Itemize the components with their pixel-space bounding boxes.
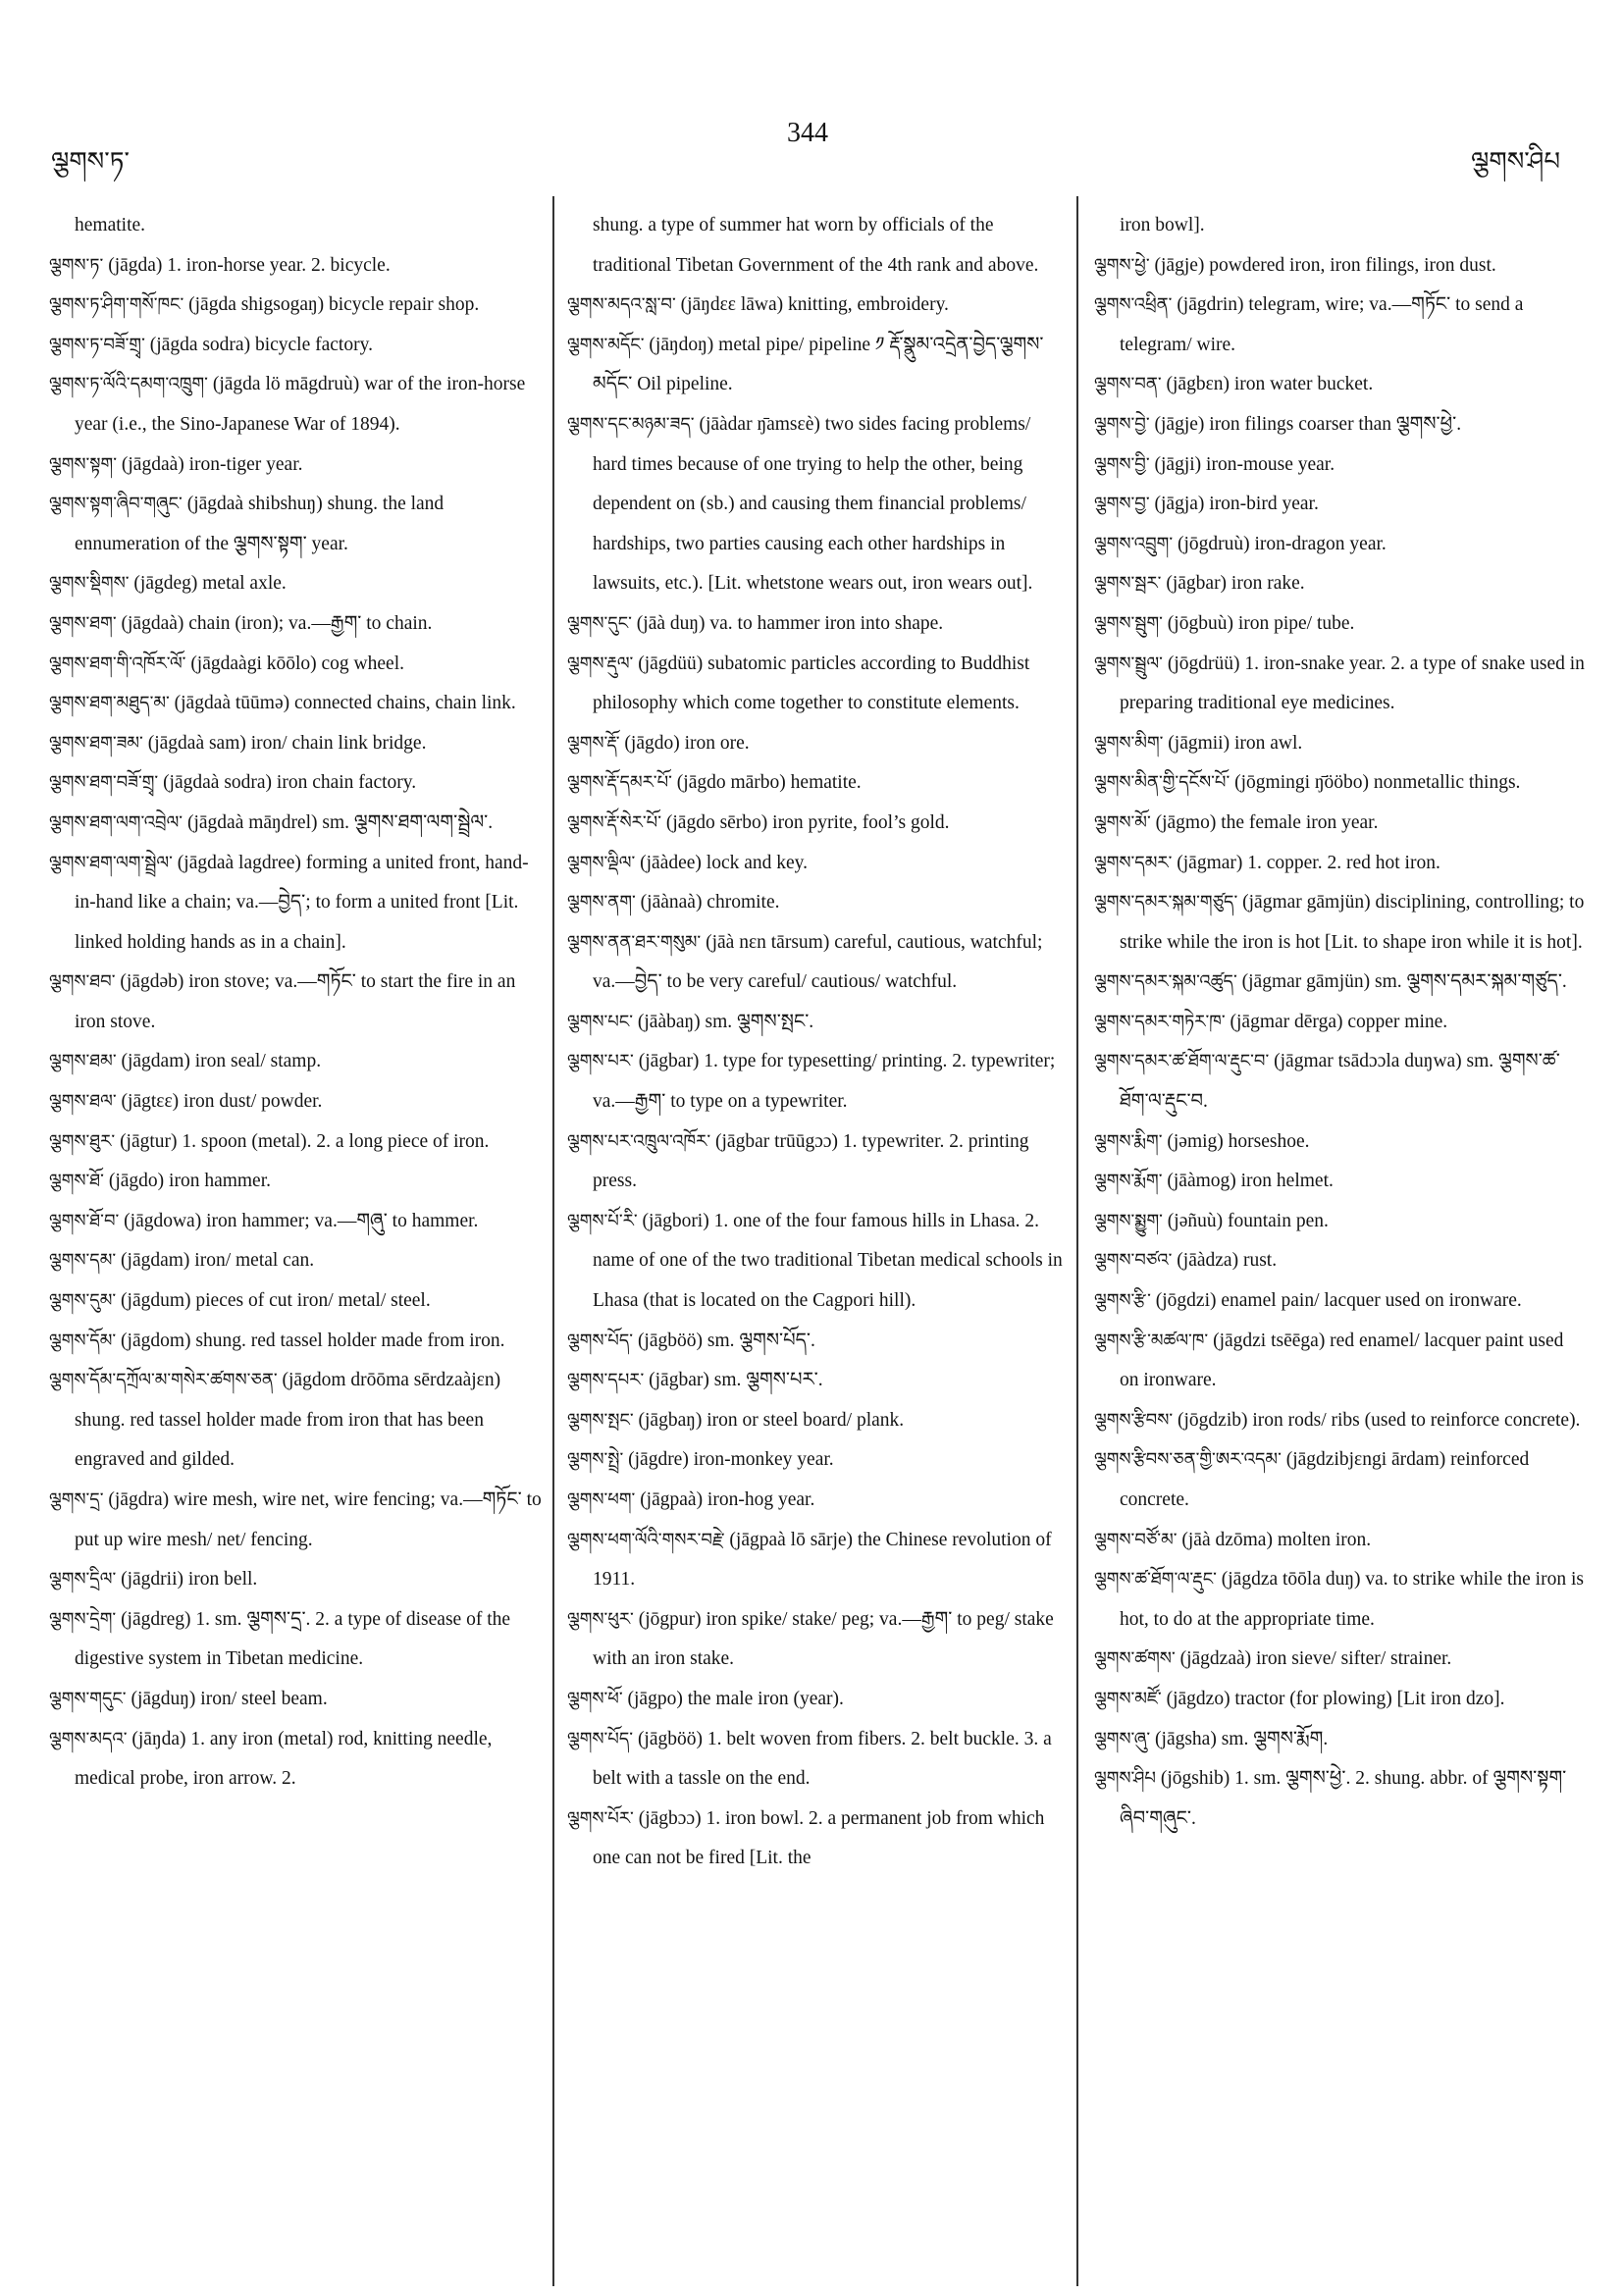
entry-definition: (jāgdreg) 1. sm. ལྕགས་དྲ་. 2. a type of disease of the digestive system in Tibetan medicine. bbox=[75, 1608, 511, 1670]
entry-definition: (jōgdrüü) 1. iron-snake year. 2. a type of snake used in preparing traditional eye medicines. bbox=[1120, 652, 1585, 714]
dictionary-entry bbox=[49, 684, 545, 724]
dictionary-entry bbox=[567, 763, 1063, 804]
dictionary-column-1 bbox=[49, 206, 545, 2276]
dictionary-entry bbox=[1094, 763, 1585, 804]
dictionary-entry bbox=[567, 1521, 1063, 1600]
entry-headword: ལྕགས་ནག་ bbox=[567, 892, 636, 913]
column-divider bbox=[1076, 196, 1078, 2286]
dictionary-entry bbox=[567, 844, 1063, 884]
dictionary-entry bbox=[1094, 963, 1585, 1003]
dictionary-entry bbox=[49, 1361, 545, 1481]
entry-definition: (jāgmar) 1. copper. 2. red hot iron. bbox=[1177, 852, 1440, 873]
entry-definition: (jāgdra) wire mesh, wire net, wire fencing; va.—གཏོང་ to put up wire mesh/ net/ fencing. bbox=[75, 1489, 542, 1550]
entry-headword: ལྕགས་མདའ་སླ་བ་ bbox=[567, 294, 676, 316]
dictionary-entry bbox=[567, 1042, 1063, 1122]
dictionary-entry bbox=[1094, 1720, 1585, 1760]
dictionary-entry bbox=[1094, 445, 1585, 486]
entry-definition: (jāgdam) iron seal/ stamp. bbox=[121, 1051, 322, 1072]
dictionary-entry bbox=[1094, 645, 1585, 724]
entry-headword: ལྕགས་དཔར་ bbox=[567, 1370, 645, 1391]
entry-headword: ལྕགས་ཐུར་ bbox=[49, 1130, 116, 1152]
dictionary-entry bbox=[567, 206, 1063, 286]
dictionary-entry bbox=[1094, 1680, 1585, 1720]
entry-definition: (jəñuù) fountain pen. bbox=[1167, 1210, 1329, 1231]
entry-headword: ལྕགས་སྟག་ཞིབ་གཞུང་ bbox=[49, 494, 183, 515]
dictionary-entry bbox=[49, 286, 545, 326]
entry-definition: (jāgbar) 1. type for typesetting/ printing. 2. typewriter; va.—རྒྱག་ to type on a typewriter. bbox=[593, 1051, 1056, 1113]
dictionary-entry bbox=[1094, 405, 1585, 445]
entry-headword: ལྕགས་དུང་ bbox=[567, 612, 632, 634]
dictionary-entry bbox=[49, 1600, 545, 1680]
dictionary-entry bbox=[1094, 804, 1585, 844]
entry-definition: (jāgdaà) iron-tiger year. bbox=[121, 453, 303, 475]
entry-definition: (jāgdaà tūūmə) connected chains, chain link. bbox=[174, 693, 516, 714]
entry-definition: (jāgmo) the female iron year. bbox=[1155, 811, 1379, 833]
entry-definition: (jāŋda) 1. any iron (metal) rod, knitting needle, medical probe, iron arrow. 2. bbox=[75, 1728, 493, 1790]
entry-headword: ལྕགས་པོད་ bbox=[567, 1330, 634, 1351]
entry-headword: ལྕགས་པོར་ bbox=[567, 1807, 634, 1829]
entry-definition: (jāgdüü) subatomic particles according to Buddhist philosophy which come together to constitute elements. bbox=[593, 652, 1030, 714]
dictionary-entry bbox=[1094, 1759, 1585, 1839]
dictionary-entry bbox=[1094, 1042, 1585, 1122]
entry-headword: ལྕགས་ཕག་ bbox=[567, 1489, 636, 1510]
entry-definition: iron bowl]. bbox=[1120, 215, 1205, 235]
entry-headword: ལྕགས་ཤིཔ bbox=[1094, 1768, 1156, 1790]
entry-definition: (jāgbaŋ) iron or steel board/ plank. bbox=[638, 1409, 905, 1431]
entry-definition: (jāà dzōma) molten iron. bbox=[1181, 1529, 1372, 1550]
entry-headword: ལྕགས་བྱེ་ bbox=[1094, 413, 1150, 435]
entry-definition: (jāgbar) iron rake. bbox=[1166, 573, 1305, 595]
dictionary-entry bbox=[567, 923, 1063, 1003]
page-number: 344 bbox=[787, 118, 828, 148]
entry-definition: (jāgdo mārbo) hematite. bbox=[676, 772, 862, 794]
entry-definition: (jōgpur) iron spike/ stake/ peg; va.—རྒྱག་ to peg/ stake with an iron stake. bbox=[593, 1608, 1054, 1670]
entry-headword: ལྕགས་དམར་སྐམ་འཚུད་ bbox=[1094, 971, 1237, 993]
entry-headword: ལྕགས་ཏ་ལོའི་དམག་འཁྲུག་ bbox=[49, 374, 208, 395]
entry-definition: (jāgbɔɔ) 1. iron bowl. 2. a permanent job from which one can not be fired [Lit. the bbox=[593, 1807, 1045, 1869]
entry-definition: (jāgböö) 1. belt woven from fibers. 2. belt buckle. 3. a belt with a tassle on the end. bbox=[593, 1728, 1052, 1790]
dictionary-entry bbox=[49, 604, 545, 645]
entry-headword: ལྕགས་བན་ bbox=[1094, 374, 1162, 395]
entry-headword: ལྕགས་རྨོག་ bbox=[1094, 1171, 1163, 1192]
entry-headword: ལྕགས་ཞུ་ bbox=[1094, 1728, 1151, 1749]
entry-headword: ལྕགས་སྤང་ bbox=[567, 1409, 634, 1431]
dictionary-entry bbox=[49, 963, 545, 1042]
dictionary-entry bbox=[567, 1401, 1063, 1441]
dictionary-entry bbox=[567, 1322, 1063, 1362]
dictionary-entry bbox=[49, 763, 545, 804]
entry-definition: (jāgtεε) iron dust/ powder. bbox=[121, 1091, 323, 1113]
entry-headword: ལྕགས་ཏ་ཤིག་གསོ་ཁང་ bbox=[49, 294, 184, 316]
entry-definition: hematite. bbox=[75, 215, 146, 235]
dictionary-entry bbox=[49, 365, 545, 444]
entry-headword: ལྕགས་ལྡིལ་ bbox=[567, 852, 636, 873]
dictionary-entry bbox=[567, 604, 1063, 645]
dictionary-entry bbox=[567, 724, 1063, 764]
dictionary-entry bbox=[49, 1042, 545, 1082]
entry-headword: ལྕགས་ཐག་ bbox=[49, 612, 117, 634]
entry-definition: (jōgdzi) enamel pain/ lacquer used on ironware. bbox=[1155, 1290, 1522, 1312]
entry-definition: (jāgja) iron-bird year. bbox=[1154, 494, 1319, 515]
entry-definition: (jāgdowa) iron hammer; va.—གཞུ་ to hammer. bbox=[124, 1210, 479, 1231]
dictionary-entry bbox=[1094, 1560, 1585, 1640]
dictionary-entry bbox=[567, 1202, 1063, 1322]
entry-headword: ལྕགས་པོ་རི་ bbox=[567, 1210, 638, 1231]
dictionary-entry bbox=[49, 1162, 545, 1202]
entry-definition: (jāgdaà sodra) iron chain factory. bbox=[163, 772, 417, 794]
dictionary-entry bbox=[1094, 246, 1585, 287]
running-head-right: ལྕགས་ཤིཔ bbox=[1471, 147, 1560, 177]
entry-definition: (jāgdom drōōma sērdzaàjεn) shung. red tassel holder made from iron that has been engraved and gilded. bbox=[75, 1370, 501, 1471]
entry-headword: ལྕགས་དུམ་ bbox=[49, 1290, 117, 1312]
entry-headword: ལྕགས་ཐབ་ bbox=[49, 971, 116, 993]
entry-definition: (jōgdzib) iron rods/ ribs (used to reinforce concrete). bbox=[1178, 1409, 1581, 1431]
dictionary-entry bbox=[1094, 1401, 1585, 1441]
entry-headword: ལྕགས་འཕྲིན་ bbox=[1094, 294, 1173, 316]
dictionary-entry bbox=[49, 1082, 545, 1122]
entry-headword: ལྕགས་ཐག་བཟོ་གྲྭ་ bbox=[49, 772, 159, 794]
dictionary-entry bbox=[567, 286, 1063, 326]
dictionary-entry bbox=[567, 883, 1063, 923]
dictionary-entry bbox=[1094, 1521, 1585, 1561]
dictionary-entry bbox=[567, 1680, 1063, 1720]
entry-headword: ལྕགས་བཙོ་མ་ bbox=[1094, 1529, 1178, 1550]
dictionary-entry bbox=[1094, 1322, 1585, 1401]
entry-headword: ལྕགས་ཏ་བཟོ་གྲྭ་ bbox=[49, 334, 145, 355]
entry-definition: (jāàdee) lock and key. bbox=[640, 852, 809, 873]
dictionary-entry bbox=[49, 1281, 545, 1322]
entry-headword: ལྕགས་རྩི་མཚལ་ཁ་ bbox=[1094, 1330, 1209, 1351]
entry-headword: ལྕགས་ཐག་ལག་འབྲེལ་ bbox=[49, 811, 183, 833]
entry-definition: (jāgje) iron filings coarser than ལྕགས་ཕྱེ་. bbox=[1154, 413, 1462, 435]
entry-definition: (jāgpaà) iron-hog year. bbox=[640, 1489, 815, 1510]
entry-headword: ལྕགས་དྲ་ bbox=[49, 1489, 104, 1510]
entry-headword: ལྕགས་དྲེག་ bbox=[49, 1608, 117, 1630]
dictionary-entry bbox=[49, 326, 545, 366]
entry-definition: (jāgda shigsogaŋ) bicycle repair shop. bbox=[188, 294, 480, 316]
entry-headword: ལྕགས་སྨྱུག་ bbox=[1094, 1210, 1163, 1231]
entry-headword: ལྕགས་སྡིགས་ bbox=[49, 573, 130, 595]
dictionary-entry bbox=[567, 1003, 1063, 1043]
entry-headword: ལྕགས་མདོང་ bbox=[567, 334, 645, 355]
entry-definition: (jāgji) iron-mouse year. bbox=[1154, 453, 1335, 475]
entry-definition: (jāgduŋ) iron/ steel beam. bbox=[131, 1688, 328, 1709]
dictionary-entry bbox=[1094, 1122, 1585, 1163]
entry-definition: (jāgdzi tsēēga) red enamel/ lacquer paint used on ironware. bbox=[1120, 1330, 1564, 1391]
entry-definition: (jāànaà) chromite. bbox=[640, 892, 780, 913]
entry-definition: (jāgdzibjεngi ārdam) reinforced concrete. bbox=[1120, 1449, 1530, 1510]
entry-headword: ལྕགས་སྤྲེ་ bbox=[567, 1449, 624, 1471]
dictionary-entry bbox=[49, 1241, 545, 1281]
entry-definition: (jāgda sodra) bicycle factory. bbox=[149, 334, 373, 355]
entry-definition: (jāgbεn) iron water bucket. bbox=[1166, 374, 1374, 395]
entry-definition: shung. a type of summer hat worn by officials of the traditional Tibetan Government of the 4th rank and above. bbox=[593, 215, 1039, 276]
entry-headword: ལྕགས་ནན་ཐར་གསུམ་ bbox=[567, 931, 702, 953]
dictionary-entry bbox=[1094, 1640, 1585, 1680]
entry-definition: (jəmig) horseshoe. bbox=[1167, 1130, 1310, 1152]
entry-headword: ལྕགས་མོ་ bbox=[1094, 811, 1151, 833]
dictionary-entry bbox=[1094, 883, 1585, 963]
entry-headword: ལྕགས་པར་ bbox=[567, 1051, 634, 1072]
entry-headword: ལྕགས་བྱི་ bbox=[1094, 453, 1150, 475]
dictionary-entry bbox=[567, 645, 1063, 724]
entry-definition: (jāàdar ŋ̄amsεè) two sides facing problems/ hard times because of one trying to help the other, being dependent on (sb.) and causing them financial problems/ hardships, two parties causing each other hardships in lawsuits, etc.). [Lit. whetstone wears out, iron wears out]. bbox=[593, 413, 1033, 595]
entry-headword: ལྕགས་གདུང་ bbox=[49, 1688, 127, 1709]
entry-definition: (jāàbaŋ) sm. ལྕགས་སྤང་. bbox=[637, 1011, 814, 1032]
entry-headword: ལྕགས་ཕོ་ bbox=[567, 1688, 623, 1709]
entry-definition: (jāgdəb) iron stove; va.—གཏོང་ to start the fire in an iron stove. bbox=[75, 971, 516, 1032]
dictionary-entry bbox=[1094, 485, 1585, 525]
entry-definition: (jāŋdεε lāwa) knitting, embroidery. bbox=[680, 294, 949, 316]
entry-definition: (jāgdaà māŋdrel) sm. ལྕགས་ཐག་ལག་སྦྲེལ་. bbox=[186, 811, 494, 833]
entry-definition: (jāgtur) 1. spoon (metal). 2. a long piece of iron. bbox=[120, 1130, 490, 1152]
entry-headword: ལྕགས་སྦུག་ bbox=[1094, 612, 1163, 634]
entry-definition: (jāgböö) sm. ལྕགས་པོད་. bbox=[637, 1330, 815, 1351]
entry-headword: ལྕགས་དམར་གཏེར་ཁ་ bbox=[1094, 1011, 1226, 1032]
entry-headword: ལྕགས་པང་ bbox=[567, 1011, 634, 1032]
entry-definition: (jāà nεn tārsum) careful, cautious, watchful; va.—བྱེད་ to be very careful/ cautious/ watchful. bbox=[593, 931, 1043, 993]
entry-headword: ལྕགས་དམར་སྐམ་གཙུད་ bbox=[1094, 892, 1238, 913]
entry-definition: (jāgdo sērbo) iron pyrite, fool’s gold. bbox=[665, 811, 950, 833]
entry-headword: ལྕགས་ཐག་ལག་སྦྲེལ་ bbox=[49, 852, 173, 873]
dictionary-entry bbox=[1094, 1281, 1585, 1322]
page-header bbox=[0, 0, 1623, 186]
entry-headword: ལྕགས་དྲིལ་ bbox=[49, 1569, 117, 1591]
entry-definition: (jāgmar tsādɔɔla duŋwa) sm. ལྕགས་ཚ་ཐོག་ལ་རྡུང་བ. bbox=[1120, 1051, 1560, 1113]
entry-definition: (jāgdam) iron/ metal can. bbox=[121, 1250, 315, 1272]
entry-definition: (jāgdaà lagdree) forming a united front, hand-in-hand like a chain; va.—བྱེད་; to form a united front [Lit. linked holding hands as in a chain]. bbox=[75, 852, 529, 953]
dictionary-entry bbox=[567, 405, 1063, 604]
dictionary-entry bbox=[49, 645, 545, 685]
entry-headword: ལྕགས་མིན་གྱི་དངོས་པོ་ bbox=[1094, 772, 1230, 794]
entry-definition: (jāgdo) iron hammer. bbox=[108, 1171, 272, 1192]
entry-definition: (jāŋdoŋ) metal pipe/ pipeline ༡ རྡོ་སྣུམ་འདྲེན་བྱེད་ལྕགས་མདོང་ Oil pipeline. bbox=[593, 334, 1044, 395]
dictionary-entry bbox=[1094, 564, 1585, 604]
entry-headword: ལྕགས་ཐོ་བ་ bbox=[49, 1210, 120, 1231]
entry-headword: ལྕགས་དམར་ཚ་ཐོག་ལ་རྡུང་བ་ bbox=[1094, 1051, 1270, 1072]
entry-headword: ལྕགས་སྦར་ bbox=[1094, 573, 1162, 595]
dictionary-entry bbox=[567, 1122, 1063, 1202]
entry-headword: ལྕགས་བཙའ་ bbox=[1094, 1250, 1173, 1272]
dictionary-entry bbox=[1094, 1162, 1585, 1202]
entry-headword: ལྕགས་མདའ་ bbox=[49, 1728, 128, 1749]
entry-definition: (jōgbuù) iron pipe/ tube. bbox=[1167, 612, 1355, 634]
dictionary-entry bbox=[1094, 724, 1585, 764]
entry-headword: ལྕགས་ཚ་ཐོག་ལ་རྡུང་ bbox=[1094, 1569, 1217, 1591]
dictionary-entry bbox=[49, 485, 545, 564]
dictionary-entry bbox=[567, 804, 1063, 844]
entry-headword: ལྕགས་ཐམ་ bbox=[49, 1051, 117, 1072]
entry-headword: ལྕགས་རྡོ་སེར་པོ་ bbox=[567, 811, 661, 833]
entry-headword: ལྕགས་མཛོ་ bbox=[1094, 1688, 1162, 1709]
entry-definition: (jāgmar gāmjün) sm. ལྕགས་དམར་སྐམ་གཙུད་. bbox=[1241, 971, 1567, 993]
dictionary-entry bbox=[567, 1800, 1063, 1879]
entry-headword: ལྕགས་བྱ་ bbox=[1094, 494, 1150, 515]
entry-definition: (jāgdaàgi kōōlo) cog wheel. bbox=[190, 652, 404, 674]
dictionary-entry bbox=[49, 1680, 545, 1720]
dictionary-entry bbox=[49, 1560, 545, 1600]
entry-definition: (jāgdum) pieces of cut iron/ metal/ steel. bbox=[121, 1290, 431, 1312]
entry-headword: ལྕགས་ཚགས་ bbox=[1094, 1648, 1176, 1670]
dictionary-entry bbox=[1094, 286, 1585, 365]
dictionary-entry bbox=[1094, 604, 1585, 645]
entry-headword: ལྕགས་པོད་ bbox=[567, 1728, 634, 1749]
dictionary-entry bbox=[49, 445, 545, 486]
entry-headword: ལྕགས་རྩི་ bbox=[1094, 1290, 1151, 1312]
dictionary-column-2 bbox=[567, 206, 1063, 2276]
dictionary-column-3 bbox=[1094, 206, 1585, 2276]
dictionary-entry bbox=[567, 1720, 1063, 1800]
dictionary-entry bbox=[49, 246, 545, 287]
entry-headword: ལྕགས་འབྲུག་ bbox=[1094, 533, 1174, 554]
column-divider bbox=[552, 196, 554, 2286]
entry-headword: ལྕགས་པར་འཁྲུལ་འཁོར་ bbox=[567, 1130, 711, 1152]
entry-definition: (jāgdaà sam) iron/ chain link bridge. bbox=[147, 732, 427, 754]
entry-definition: (jāgbar trūūgɔɔ) 1. typewriter. 2. printing press. bbox=[593, 1130, 1029, 1192]
dictionary-entry bbox=[567, 1440, 1063, 1481]
entry-headword: ལྕགས་ཏ་ bbox=[49, 254, 104, 276]
entry-definition: (jāàdza) rust. bbox=[1177, 1250, 1278, 1272]
entry-definition: (jāgbori) 1. one of the four famous hills in Lhasa. 2. name of one of the two traditional Tibetan medical schools in Lhasa (that is located on the Cagpori hill). bbox=[593, 1210, 1063, 1312]
dictionary-entry bbox=[49, 1322, 545, 1362]
entry-headword: ལྕགས་རྡུལ་ bbox=[567, 652, 634, 674]
dictionary-entry bbox=[1094, 1202, 1585, 1242]
entry-definition: (jāgmar dērga) copper mine. bbox=[1230, 1011, 1448, 1032]
entry-definition: (jāgdrin) telegram, wire; va.—གཏོང་ to send a telegram/ wire. bbox=[1120, 294, 1524, 355]
entry-headword: ལྕགས་དམ་ bbox=[49, 1250, 117, 1272]
entry-headword: ལྕགས་རྡོ་ bbox=[567, 732, 620, 754]
entry-headword: ལྕགས་ཐག་མཐུད་མ་ bbox=[49, 693, 170, 714]
entry-definition: (jāgdrii) iron bell. bbox=[121, 1569, 258, 1591]
entry-headword: ལྕགས་ཐོ་ bbox=[49, 1171, 104, 1192]
entry-headword: ལྕགས་སྦྲུལ་ bbox=[1094, 652, 1163, 674]
dictionary-entry bbox=[567, 1481, 1063, 1521]
dictionary-entry bbox=[1094, 1241, 1585, 1281]
dictionary-entry bbox=[49, 724, 545, 764]
entry-definition: (jāgdaà shibshuŋ) shung. the land ennumeration of the ལྕགས་སྟག་ year. bbox=[75, 494, 445, 554]
running-head-left: ལྕགས་ཏ་ bbox=[51, 147, 130, 177]
entry-headword: ལྕགས་ཐག་ཟམ་ bbox=[49, 732, 143, 754]
entry-headword: ལྕགས་ཕག་ལོའི་གསར་བརྗེ་ bbox=[567, 1529, 725, 1550]
entry-headword: ལྕགས་རྡོ་དམར་པོ་ bbox=[567, 772, 672, 794]
dictionary-entry bbox=[567, 326, 1063, 405]
entry-headword: ལྕགས་སྟག་ bbox=[49, 453, 118, 475]
entry-headword: ལྕགས་མིག་ bbox=[1094, 732, 1164, 754]
entry-definition: (jōgshib) 1. sm. ལྕགས་ཕྱེ་. 2. shung. abbr. of ལྕགས་སྟག་ཞིབ་གཞུང་. bbox=[1120, 1768, 1567, 1829]
entry-definition: (jāgpo) the male iron (year). bbox=[627, 1688, 844, 1709]
entry-definition: (jāgdeg) metal axle. bbox=[133, 573, 287, 595]
dictionary-entry bbox=[567, 1361, 1063, 1401]
entry-headword: ལྕགས་དམར་ bbox=[1094, 852, 1173, 873]
entry-headword: ལྕགས་ཕྱེ་ bbox=[1094, 254, 1150, 276]
entry-definition: (jāgdza tōōla duŋ) va. to strike while the iron is hot, to do at the appropriate time. bbox=[1120, 1569, 1584, 1630]
entry-headword: ལྕགས་ཐལ་ bbox=[49, 1091, 117, 1113]
entry-headword: ལྕགས་དོམ་དཀྲོལ་མ་གསེར་ཚགས་ཅན་ bbox=[49, 1370, 278, 1391]
dictionary-entry bbox=[1094, 206, 1585, 246]
dictionary-entry bbox=[1094, 844, 1585, 884]
entry-definition: (jāgda) 1. iron-horse year. 2. bicycle. bbox=[108, 254, 391, 276]
entry-definition: (jāgmii) iron awl. bbox=[1168, 732, 1303, 754]
entry-definition: (jāgsha) sm. ལྕགས་རྨོག. bbox=[1155, 1728, 1329, 1749]
entry-headword: ལྕགས་དང་མཉམ་ཟད་ bbox=[567, 413, 695, 435]
entry-definition: (jāgdom) shung. red tassel holder made from iron. bbox=[121, 1330, 505, 1351]
dictionary-entry bbox=[567, 1600, 1063, 1680]
entry-headword: ལྕགས་རྨིག་ bbox=[1094, 1130, 1163, 1152]
dictionary-entry bbox=[1094, 525, 1585, 565]
entry-definition: (jōgdruù) iron-dragon year. bbox=[1177, 533, 1387, 554]
entry-headword: ལྕགས་ཕུར་ bbox=[567, 1608, 634, 1630]
dictionary-entry bbox=[49, 804, 545, 844]
entry-definition: (jāgdzaà) iron sieve/ sifter/ strainer. bbox=[1179, 1648, 1452, 1670]
dictionary-entry bbox=[49, 1481, 545, 1560]
dictionary-entry bbox=[49, 206, 545, 246]
entry-definition: (jāgbar) sm. ལྕགས་པར་. bbox=[649, 1370, 823, 1391]
dictionary-entry bbox=[49, 564, 545, 604]
entry-definition: (jōgmingi ŋ̄ööbo) nonmetallic things. bbox=[1234, 772, 1521, 794]
dictionary-entry bbox=[1094, 1003, 1585, 1043]
entry-headword: ལྕགས་རྩིབས་ཅན་གྱི་ཨར་འདམ་ bbox=[1094, 1449, 1282, 1471]
entry-definition: (jāgdaà) chain (iron); va.—རྒྱག་ to chain. bbox=[121, 612, 433, 634]
entry-definition: (jāgdre) iron-monkey year. bbox=[628, 1449, 834, 1471]
entry-definition: (jāgdzo) tractor (for plowing) [Lit iron dzo]. bbox=[1166, 1688, 1505, 1709]
entry-definition: (jāgda lö māgdruù) war of the iron-horse year (i.e., the Sino-Japanese War of 1894). bbox=[75, 374, 526, 435]
entry-definition: (jāàmog) iron helmet. bbox=[1167, 1171, 1334, 1192]
entry-definition: (jāgje) powdered iron, iron filings, iron dust. bbox=[1154, 254, 1496, 276]
dictionary-entry bbox=[49, 844, 545, 964]
entry-definition: (jāgpaà lō sārje) the Chinese revolution of 1911. bbox=[593, 1529, 1052, 1591]
entry-definition: (jāà duŋ) va. to hammer iron into shape. bbox=[636, 612, 944, 634]
entry-definition: (jāgdo) iron ore. bbox=[624, 732, 750, 754]
entry-headword: ལྕགས་རྩིབས་ bbox=[1094, 1409, 1174, 1431]
dictionary-entry bbox=[49, 1202, 545, 1242]
dictionary-entry bbox=[49, 1122, 545, 1163]
dictionary-entry bbox=[1094, 1440, 1585, 1520]
entry-definition: (jāgmar gāmjün) disciplining, controlling; to strike while the iron is hot [Lit. to shape iron while it is hot]. bbox=[1120, 892, 1585, 953]
dictionary-entry bbox=[49, 1720, 545, 1800]
entry-headword: ལྕགས་དོམ་ bbox=[49, 1330, 117, 1351]
entry-headword: ལྕགས་ཐག་གི་འཁོར་ལོ་ bbox=[49, 652, 186, 674]
dictionary-entry bbox=[1094, 365, 1585, 405]
